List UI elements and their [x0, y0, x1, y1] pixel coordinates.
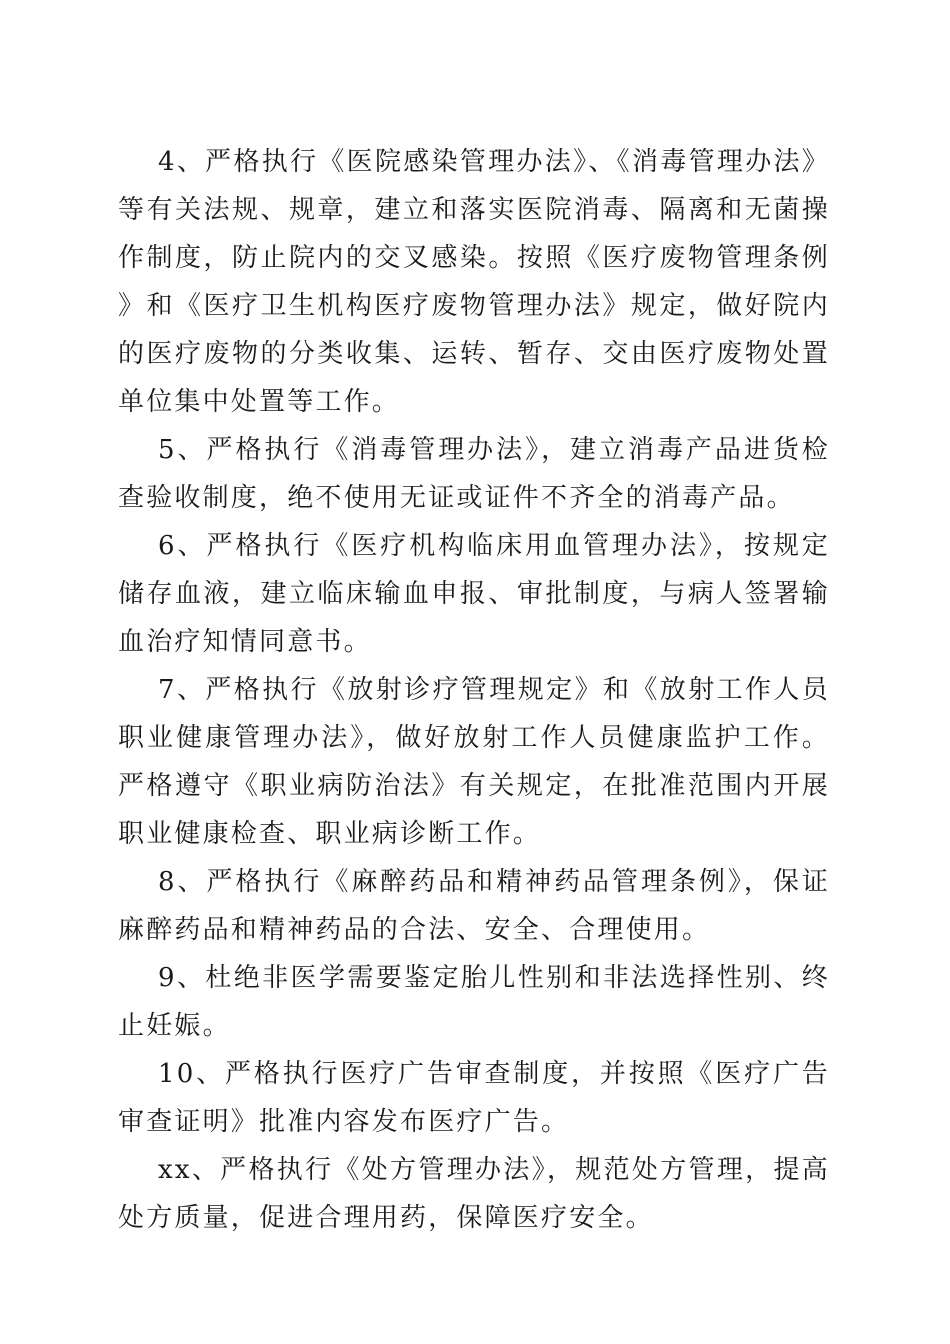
document-body [118, 138, 830, 1242]
paragraph-4: 4、严格执行《医院感染管理办法》、《消毒管理办法》等有关法规、规章，建立和落实医院消毒、隔离和无菌操作制度，防止院内的交叉感染。按照《医疗废物管理条例》和《医疗卫生机构医疗废物管理办法》规定，做好院内的医疗废物的分类收集、运转、暂存、交由医疗废物处置单位集中处置等工作。 [118, 147, 830, 417]
paragraph-9: 9、杜绝非医学需要鉴定胎儿性别和非法选择性别、终止妊娠。 [118, 963, 830, 1041]
paragraph-8: 8、严格执行《麻醉药品和精神药品管理条例》，保证麻醉药品和精神药品的合法、安全、合理使用。 [118, 867, 830, 945]
paragraph-xx: xx、严格执行《处方管理办法》，规范处方管理，提高处方质量，促进合理用药，保障医疗安全。 [118, 1155, 830, 1233]
paragraph-5: 5、严格执行《消毒管理办法》，建立消毒产品进货检查验收制度，绝不使用无证或证件不齐全的消毒产品。 [118, 435, 830, 513]
paragraph-10: 10、严格执行医疗广告审查制度，并按照《医疗广告审查证明》批准内容发布医疗广告。 [118, 1059, 830, 1137]
paragraph-7: 7、严格执行《放射诊疗管理规定》和《放射工作人员职业健康管理办法》，做好放射工作人员健康监护工作。严格遵守《职业病防治法》有关规定，在批准范围内开展职业健康检查、职业病诊断工作。 [118, 675, 830, 849]
paragraph-6: 6、严格执行《医疗机构临床用血管理办法》，按规定储存血液，建立临床输血申报、审批制度，与病人签署输血治疗知情同意书。 [118, 531, 830, 657]
